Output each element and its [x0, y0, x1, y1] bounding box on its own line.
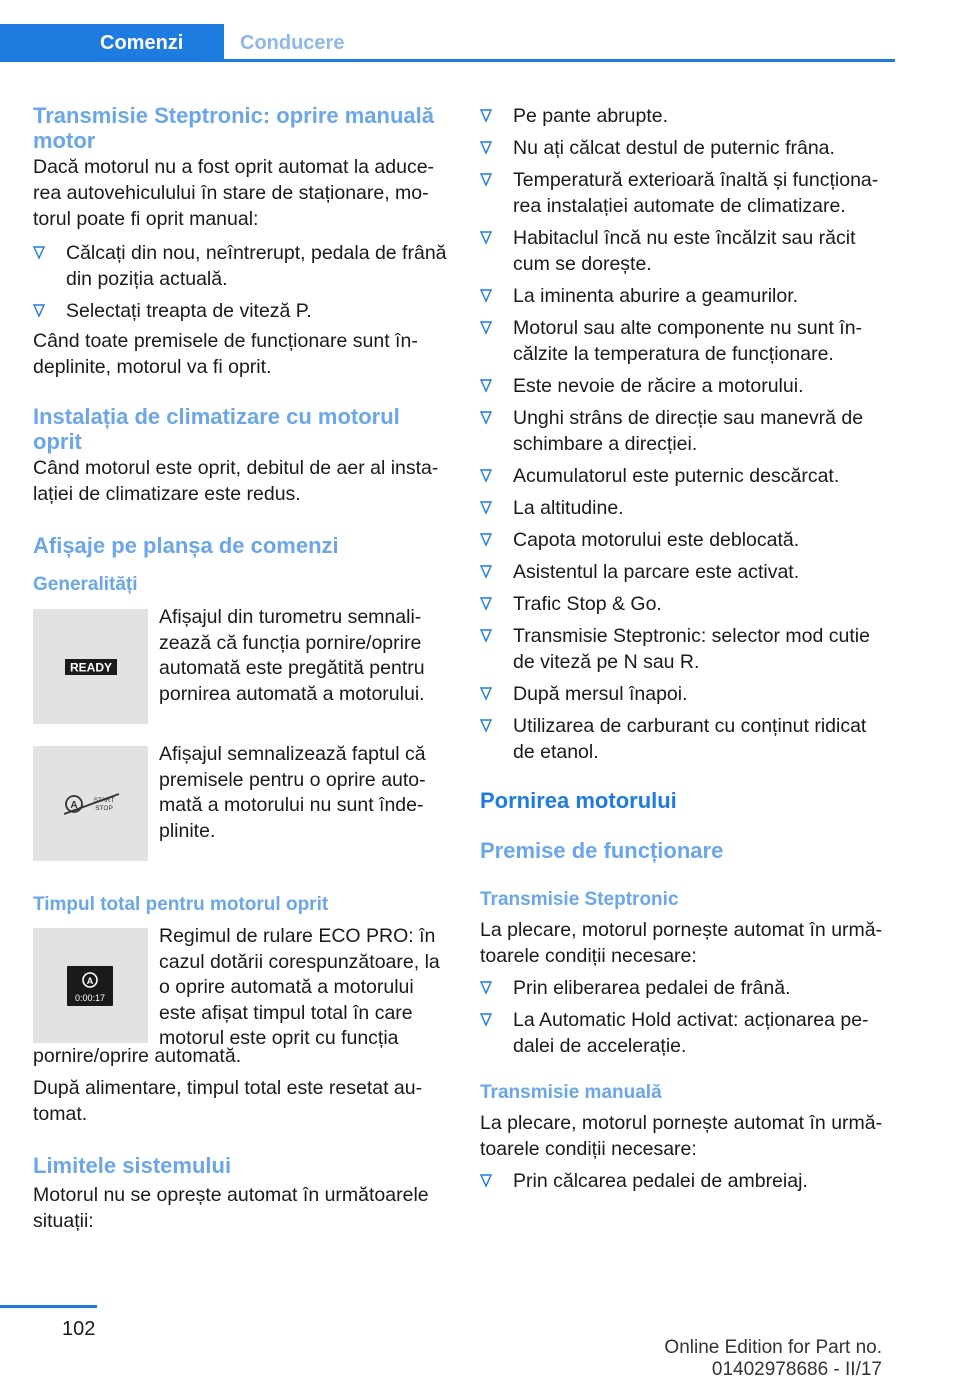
bullet-list-limits: [480, 103, 890, 765]
list-item-text: Prin eliberarea pedalei de frână.: [513, 977, 791, 999]
figure-stop-time: [33, 925, 448, 1049]
start-stop-off-icon: [33, 746, 148, 861]
list-item: [480, 463, 890, 489]
right-column: [480, 103, 890, 1200]
subsection-title-general: Generalități: [33, 574, 138, 595]
svg-text:A: A: [70, 800, 78, 811]
list-item: [480, 623, 890, 675]
list-item-text: Călcați din nou, neîntrerupt, pedala de frână din poziția actuală.: [66, 242, 447, 290]
list-item-text: Nu ați călcat destul de puternic frâna.: [513, 137, 835, 159]
tab-comenzi[interactable]: Comenzi: [0, 24, 224, 60]
figure-caption: Regimul de rulare ECO PRO: în cazul dotării corespunzătoare, la o oprire automată a motorului este afișat timpul total în care motorul este oprit cu funcția: [159, 925, 440, 1049]
triangle-bullet-icon: [480, 321, 492, 334]
triangle-bullet-icon: [480, 533, 492, 546]
subsection-title-total-time: Timpul total pentru motorul oprit: [33, 894, 329, 915]
list-item: [480, 135, 890, 161]
triangle-bullet-icon: [480, 981, 492, 994]
list-item: [480, 373, 890, 399]
list-item: [480, 103, 890, 129]
triangle-bullet-icon: [480, 597, 492, 610]
section-title-displays: Afișaje pe planșa de comenzi: [33, 533, 339, 558]
list-item-text: Motorul sau alte componente nu sunt în-călzite la temperatura de funcționare.: [513, 317, 863, 365]
triangle-bullet-icon: [480, 289, 492, 302]
list-item: [480, 559, 890, 585]
bullet-list-steptronic: [480, 975, 890, 1059]
list-item: [480, 315, 890, 367]
left-column: [33, 103, 448, 1234]
ready-display-image: [33, 609, 148, 724]
triangle-bullet-icon: [480, 719, 492, 732]
list-item: [480, 1007, 890, 1059]
footer-accent-line: [0, 1305, 97, 1308]
list-item-text: Pe pante abrupte.: [513, 105, 669, 127]
triangle-bullet-icon: [480, 231, 492, 244]
list-item-text: La Automatic Hold activat: acționarea pe-dalei de accelerație.: [513, 1009, 869, 1057]
paragraph-steptronic: La plecare, motorul pornește automat în urmă-toarele condiții necesare:: [480, 919, 883, 967]
paragraph-stop-conditions: Când toate premisele de funcționare sunt în-deplinite, motorul va fi oprit.: [33, 330, 418, 378]
list-item: [480, 283, 890, 309]
list-item-text: Asistentul la parcare este activat.: [513, 561, 800, 583]
start-stop-display-image: [33, 746, 148, 861]
triangle-bullet-icon: [480, 173, 492, 186]
list-item: [480, 975, 890, 1001]
list-item-text: Prin călcarea pedalei de ambreiaj.: [513, 1170, 808, 1192]
list-item-text: Acumulatorul este puternic descărcat.: [513, 465, 840, 487]
figure-caption: Afișajul semnalizează faptul că premisele pentru o oprire auto-mată a motorului nu sunt înde-plinite.: [159, 743, 426, 842]
bullet-list-manual-stop: [33, 240, 448, 324]
section-title-limits: Limitele sistemului: [33, 1153, 232, 1178]
page-number: 102: [62, 1318, 96, 1340]
list-item-text: Unghi strâns de direcție sau manevră de schimbare a direcției.: [513, 407, 864, 455]
triangle-bullet-icon: [480, 565, 492, 578]
list-item-text: Utilizarea de carburant cu conținut ridicat de etanol.: [513, 715, 867, 763]
paragraph-climate: Când motorul este oprit, debitul de aer al insta-lației de climatizare este redus.: [33, 457, 439, 505]
svg-text:START: START: [93, 797, 115, 804]
triangle-bullet-icon: [480, 1013, 492, 1026]
bullet-list-manual: [480, 1168, 890, 1194]
list-item-text: După mersul înapoi.: [513, 683, 688, 705]
list-item-text: Selectați treapta de viteză P.: [66, 300, 312, 322]
paragraph-manual: La plecare, motorul pornește automat în urmă-toarele condiții necesare:: [480, 1112, 883, 1160]
paragraph-reset: După alimentare, timpul total este resetat au-tomat.: [33, 1077, 423, 1125]
paragraph-limits: Motorul nu se oprește automat în următoarele situații:: [33, 1184, 429, 1232]
triangle-bullet-icon: [480, 411, 492, 424]
list-item: [33, 298, 448, 324]
list-item-text: Trafic Stop & Go.: [513, 593, 662, 615]
section-title-manual-stop: Transmisie Steptronic: oprire manuală motor: [33, 103, 435, 153]
list-item: [480, 713, 890, 765]
list-item-text: Temperatură exterioară înaltă și funcționa-rea instalației automate de climatizare.: [513, 169, 879, 217]
list-item-text: Habitaclul încă nu este încălzit sau răcit cum se dorește.: [513, 227, 856, 275]
list-item: [480, 495, 890, 521]
subsection-title-manual: Transmisie manuală: [480, 1082, 662, 1103]
figure-caption: Afișajul din turometru semnali-zează că funcția pornire/oprire automată este pregătită pentru pornirea automată a motorului.: [159, 606, 425, 705]
list-item: [480, 167, 890, 219]
section-title-prerequisites: Premise de funcționare: [480, 838, 724, 863]
list-item: [480, 225, 890, 277]
list-item: [33, 240, 448, 292]
figure-ready: [33, 606, 448, 727]
svg-text:A: A: [86, 976, 94, 986]
list-item-text: Capota motorului este deblocată.: [513, 529, 800, 551]
list-item: [480, 405, 890, 457]
triangle-bullet-icon: [480, 687, 492, 700]
ready-indicator-icon: [33, 609, 148, 724]
list-item: [480, 527, 890, 553]
triangle-bullet-icon: [480, 379, 492, 392]
stop-time-display-image: [33, 928, 148, 1043]
triangle-bullet-icon: [33, 246, 45, 259]
triangle-bullet-icon: [480, 629, 492, 642]
section-title-climate: Instalația de climatizare cu motorul oprit: [33, 404, 400, 454]
figure-start-stop: [33, 743, 448, 864]
list-item: [480, 591, 890, 617]
list-item-text: La iminenta aburire a geamurilor.: [513, 285, 799, 307]
triangle-bullet-icon: [480, 141, 492, 154]
top-tab-bar: [0, 24, 895, 62]
tab-conducere[interactable]: Conducere: [240, 32, 345, 54]
triangle-bullet-icon: [33, 304, 45, 317]
edition-info: Online Edition for Part no. 01402978686 - II/17: [664, 1337, 882, 1380]
triangle-bullet-icon: [480, 109, 492, 122]
list-item: [480, 1168, 890, 1194]
svg-text:0:00:17: 0:00:17: [74, 993, 106, 1003]
section-title-engine-start: Pornirea motorului: [480, 788, 677, 813]
svg-text:READY: READY: [69, 660, 113, 675]
svg-text:STOP: STOP: [95, 805, 113, 812]
triangle-bullet-icon: [480, 501, 492, 514]
triangle-bullet-icon: [480, 1174, 492, 1187]
list-item: [480, 681, 890, 707]
list-item-text: La altitudine.: [513, 497, 624, 519]
figure-caption-continued: pornire/oprire automată.: [33, 1045, 242, 1067]
stop-time-counter-icon: [33, 928, 148, 1043]
triangle-bullet-icon: [480, 469, 492, 482]
subsection-title-steptronic: Transmisie Steptronic: [480, 889, 679, 910]
paragraph-manual-stop: Dacă motorul nu a fost oprit automat la aduce-rea autovehiculului în stare de staționare, mo-torul poate fi oprit manual:: [33, 156, 435, 230]
list-item-text: Este nevoie de răcire a motorului.: [513, 375, 804, 397]
list-item-text: Transmisie Steptronic: selector mod cutie de viteză pe N sau R.: [513, 625, 870, 673]
